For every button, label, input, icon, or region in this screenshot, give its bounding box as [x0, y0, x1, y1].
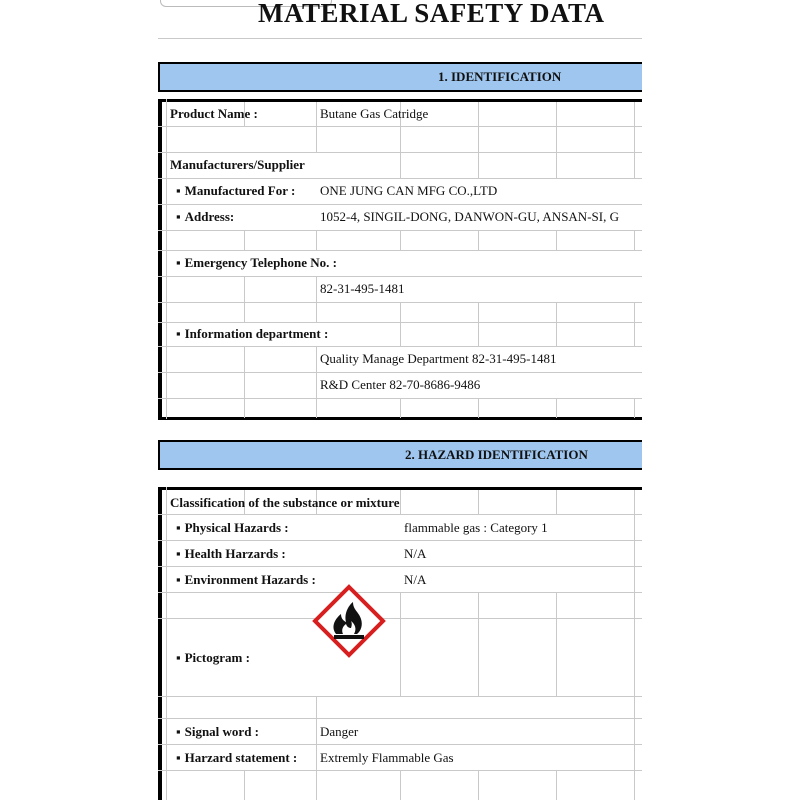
product-name-value: Butane Gas Catridge: [320, 106, 429, 121]
section-2-title: 2. HAZARD IDENTIFICATION: [405, 447, 588, 462]
signal-word-label: ▪ Signal word :: [176, 724, 259, 740]
sheet-content: [158, 0, 642, 800]
section-1-title: 1. IDENTIFICATION: [438, 69, 562, 84]
physical-hazards-value: flammable gas : Category 1: [404, 520, 548, 535]
document-title: MATERIAL SAFETY DATA: [258, 0, 605, 28]
signal-word-value: Danger: [320, 724, 359, 739]
manufactured-for-label: ▪ Manufactured For :: [176, 183, 295, 199]
physical-hazards-label: ▪ Physical Hazards :: [176, 520, 289, 536]
environment-hazards-label: ▪ Environment Hazards :: [176, 572, 316, 588]
classification-heading: Classification of the substance or mixture: [170, 495, 400, 510]
health-hazards-label: ▪ Health Harzards :: [176, 546, 286, 562]
emergency-telephone-value: 82-31-495-1481: [320, 281, 405, 296]
address-value: 1052-4, SINGIL-DONG, DANWON-GU, ANSAN-SI, G: [320, 209, 619, 224]
pictogram-label: ▪ Pictogram :: [176, 650, 250, 666]
information-department-line-2: R&D Center 82-70-8686-9486: [320, 377, 481, 392]
manufactured-for-value: ONE JUNG CAN MFG CO.,LTD: [320, 183, 498, 198]
information-department-label: ▪ Information department :: [176, 326, 328, 342]
flame-hazard-pictogram-icon: [312, 584, 386, 658]
hazard-statement-value: Extremly Flammable Gas: [320, 750, 454, 765]
section-2-header: [160, 440, 642, 470]
hazard-statement-label: ▪ Harzard statement :: [176, 750, 297, 766]
environment-hazards-value: N/A: [404, 572, 427, 587]
health-hazards-value: N/A: [404, 546, 427, 561]
emergency-telephone-label: ▪ Emergency Telephone No. :: [176, 255, 337, 271]
information-department-line-1: Quality Manage Department 82-31-495-1481: [320, 351, 557, 366]
manufacturers-heading: Manufacturers/Supplier: [170, 157, 305, 172]
product-name-label: Product Name :: [170, 106, 258, 121]
section-1-header: [160, 62, 642, 92]
address-label: ▪ Address:: [176, 209, 234, 225]
